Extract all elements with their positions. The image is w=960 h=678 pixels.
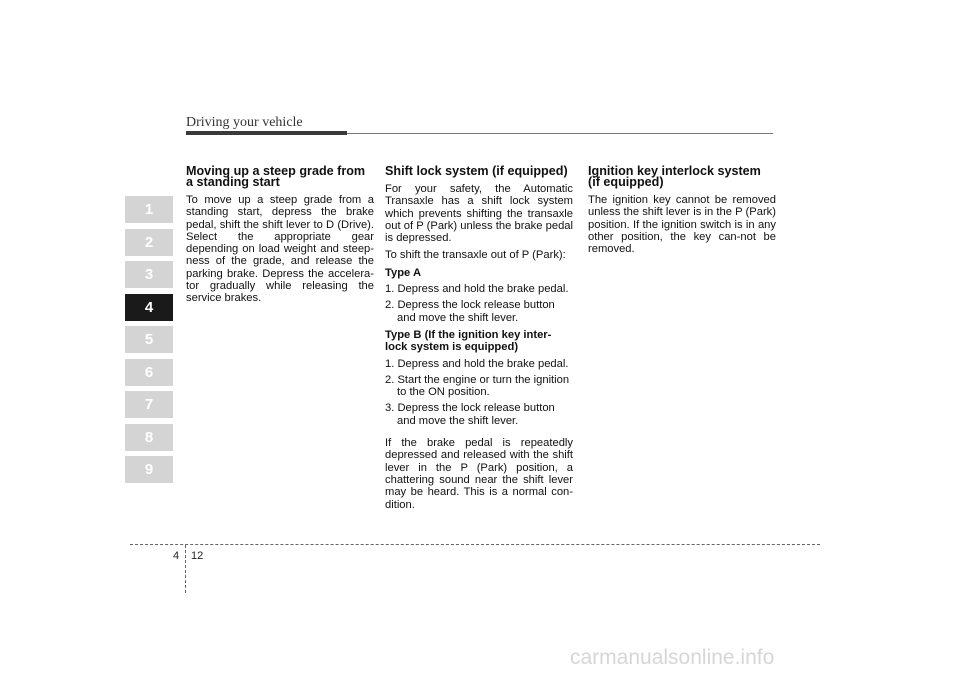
chapter-tab-9[interactable]: 9 [125,456,173,483]
header-bar [186,131,347,135]
chapter-tab-5[interactable]: 5 [125,326,173,353]
chapter-tab-2[interactable]: 2 [125,229,173,256]
header-rule [347,133,773,134]
footer-rule [130,544,820,545]
footer-section-number: 4 [173,550,180,562]
section-heading-shift-lock: Shift lock system (if equipped) [385,164,568,178]
column-ignition-interlock [588,166,776,260]
section-body-ignition-interlock: The ignition key cannot be removed unless the shift lever is in the P (Park) position. If the ignition switch is in any other position, the key can-not be removed. [588,194,776,256]
chapter-tab-4[interactable]: 4 [125,294,173,321]
section-heading-steep-grade: Moving up a steep grade from a standing start [186,164,366,189]
type-a-step: 2. Depress the lock release button and move the shift lever. [385,299,555,324]
chapter-tab-3[interactable]: 3 [125,261,173,288]
shift-lock-instruction: To shift the transaxle out of P (Park): [385,249,566,262]
chapter-tab-6[interactable]: 6 [125,359,173,386]
chapter-tab-7[interactable]: 7 [125,391,173,418]
type-a-label: Type A [385,266,422,279]
type-a-step: 1. Depress and hold the brake pedal. [385,283,569,296]
type-b-step: 3. Depress the lock release button and move the shift lever. [385,402,555,427]
shift-lock-intro: For your safety, the Automatic Transaxle has a shift lock system which prevents shifting the transaxle out of P (Park) unless the brake pedal is depressed. [385,183,573,245]
column-shift-lock [385,166,573,516]
section-body-steep-grade: To move up a steep grade from a standing start, depress the brake pedal, shift the shift lever to D (Drive). Select the appropriate gear depending on load weight and steep-ness of the grade, and release the parking brake. Depress the accelera-tor gradually while releasing the service brakes. [186,194,374,305]
type-b-steps [385,358,573,427]
column-steep-grade [186,166,374,310]
footer-page-number: 12 [191,550,204,562]
section-heading-ignition-interlock: Ignition key interlock system (if equipped) [588,164,761,189]
shift-lock-note: If the brake pedal is repeatedly depressed and released with the shift lever in the P (Park) position, a chattering sound near the shift lever may be heard. This is a normal con-dition. [385,437,573,511]
watermark: carmanualsonline.info [570,646,775,669]
type-a-steps [385,283,573,324]
footer-divider [185,545,186,593]
type-b-step: 2. Start the engine or turn the ignition to the ON position. [385,373,570,399]
chapter-tabs [125,196,173,489]
type-b-label: Type B (If the ignition key inter-lock system is equipped) [385,328,552,354]
type-b-step: 1. Depress and hold the brake pedal. [385,357,569,370]
chapter-tab-1[interactable]: 1 [125,196,173,223]
chapter-tab-8[interactable]: 8 [125,424,173,451]
page-header-title: Driving your vehicle [186,115,303,130]
